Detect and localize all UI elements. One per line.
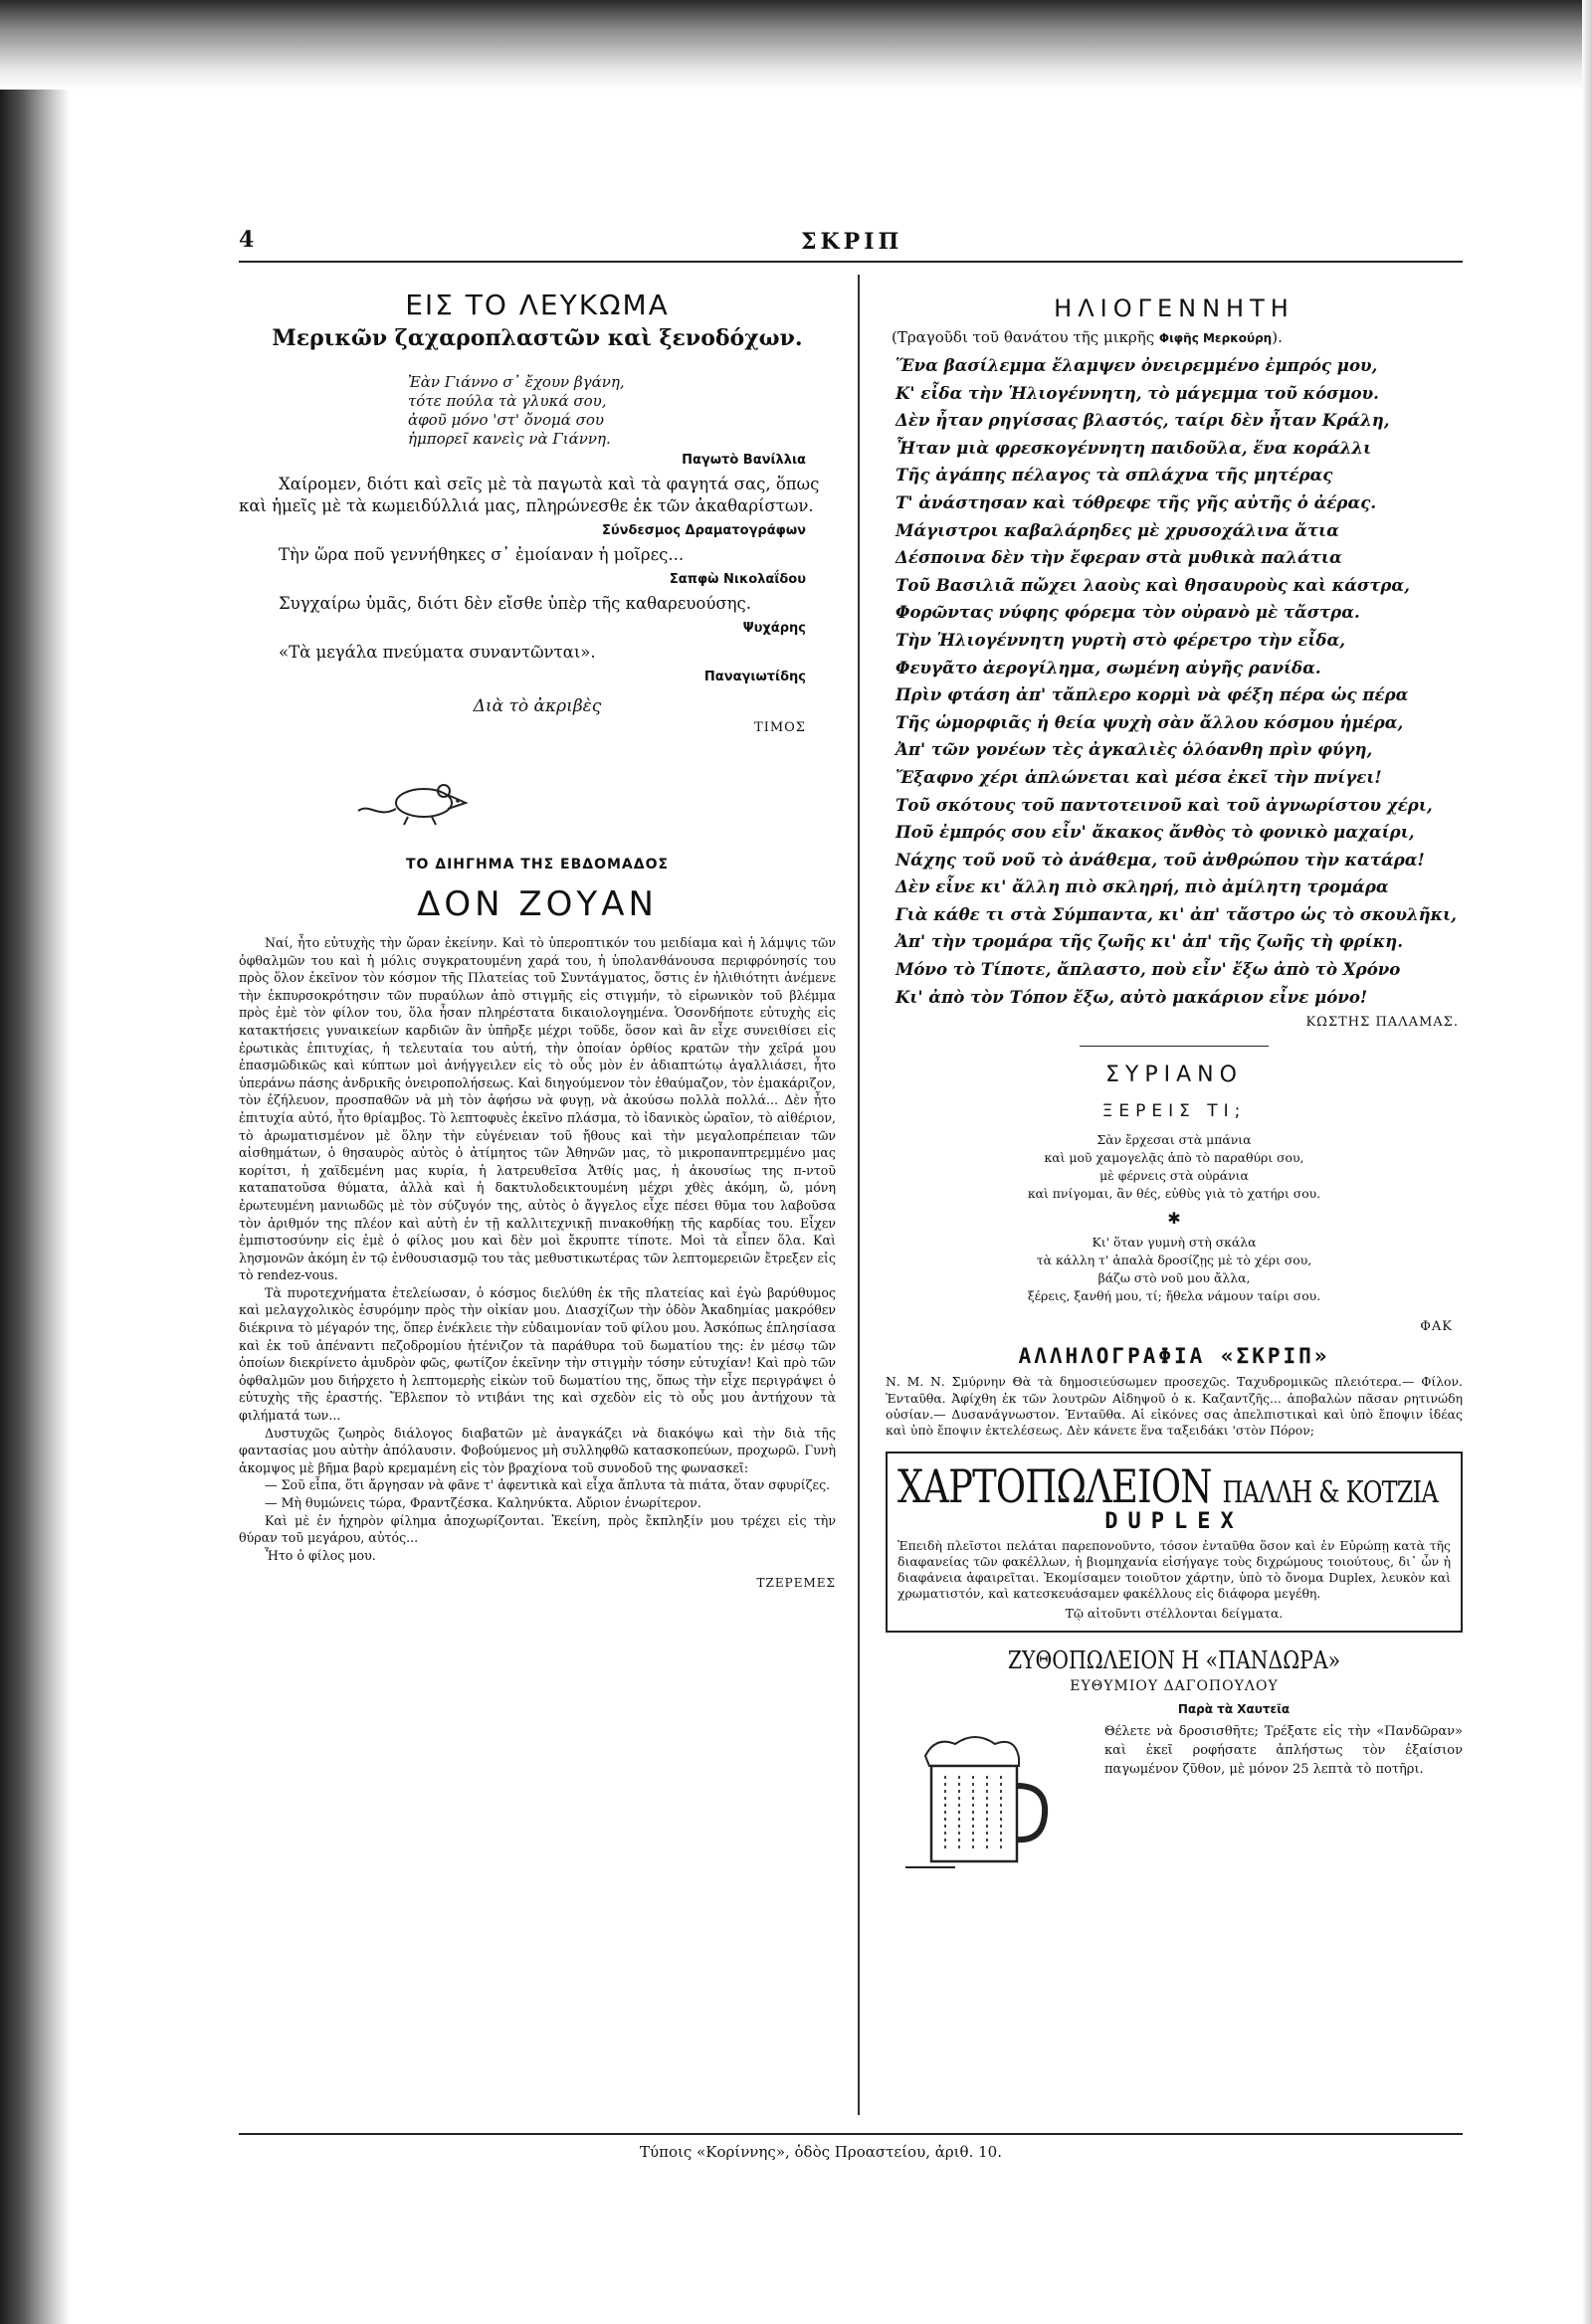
- paper-shop-note: Τῷ αἰτοῦντι στέλλονται δείγματα.: [1065, 1605, 1284, 1621]
- story-paragraph: Ναί, ἦτο εὐτυχὴς τὴν ὥραν ἐκείνην. Καὶ τὸ ὑπεροπτικόν του μειδίαμα καὶ ἡ λάμψις τῶν ὀφθαλμῶν του καὶ ἡ μόλις συγκρατουμένη χαρά του, ἡ ὑπολανθάνουσα περιφρόνησίς του πρὸς ὅλον ἐκεῖνον τὸν κόσμον τῆς Πλατείας τοῦ Συντάγματος, ὅστις ἐν ἠλιθιότητι ἀνέμενε τὴν ἐκπυρσοκρότησιν τῶν πυραύλων ἀπὸ στιγμῆς εἰς στιγμήν, τὸ εἰρωνικὸν τοῦ βλέμμα πρὸς ἐμὲ τὸν φίλον του, ὅλα ἦσαν πληρέστατα δικαιολογημένα. Ὁσονδήποτε εὐτυχὴς εἰς κατακτήσεις γυναικείων καρδιῶν ἂν ὑπῆρξε μέχρι τοῦδε, ὅσον καὶ ἂν εἶχε συνειθίσει εἰς ἐρωτικὰς ἐπιτυχίας, ἡ τελευταία του αὐτή, τὴν ὁποίαν ὀρθίος κρατῶν τὴν χεῖρά μου ἐπασμῶδικῶς καὶ κύπτων μοὶ ἀνήγγειλεν εἰς τὸ οὖς μὸν ἐν ἀδιαπτώτῳ ἀγαλλιάσει, ἦτο ὑπεράνω πάσης ἀνδρικῆς ὀνειροπολήσεως. Καὶ διηγούμενον τὸν ἐθαύμαζον, τὸν ἐμακάριζον, τὸν ἐζήλευον, προσπαθῶν νὰ μὴ τὸν ἀφήσω νὰ φυγῃ, νὰ ἀκούσω πολλὰ πολλά... Δὲν ἦτο ἐπιτυχία αὐτό, ἦτο θρίαμβος. Τὸ λεπτοφυὲς ἐκεῖνο πλάσμα, τὸ ἰδανικὸς ὡραῖον, τὸ αἰθέριον, τὸ ἀρωματισμένον μὲ ὅλην τὴν εὐγένειαν τοῦ ἤθους καὶ τὴν μεγαλοπρέπειαν τῶν αἰσθημάτων, ὁ θησαυρὸς αὐτὸς ὁ ἀτίμητος τῶν Ἀθηνῶν μας, τὸ μικροπανπτρεμμένο μας κορίτσι, ἡ χαϊδεμένη μας κυρία, ἡ λατρευθεῖσα Ἀτθίς μας, ἡ ἀκουσίως της π-ντοῦ καταπατοῦσα θύματα, ἀλλὰ καὶ ἡ δακτυλοδεικτουμένη μέχρι χθὲς ἀκόμη, ὤ, μόνη ἐρωτευμένη μανιωδῶς μὲ τὸν σύζυγόν της, αὐτὸς ὁ ἄγγελος εἶχε πέσει θῦμα του λαβοῦσα τὸν ἀριθμόν της πλέον καὶ αὐτὴ ἐν τῇ καλλιτεχνικῇ πινακοθήκῃ τῆς καρδίας του. Εἶχεν ἐμπιστοσύνην εἰς ἐμὲ ὁ φίλος μου καὶ δὲν μοὶ ἔκρυπτε τίποτε. Μοὶ τὰ εἶπεν ὅλα. Καὶ λησμονῶν ἀκόμη ἐν τῷ ἐνθουσιασμῷ του τὰς μεθυστικωτέρας τῶν λεπτομερειῶν ἔτρεξεν εἰς τὸ rendez-vous.: [239, 935, 836, 1283]
- poem-subtitle: [892, 328, 1463, 346]
- signature: Σαπφὼ Νικολαΐδου: [669, 572, 806, 587]
- verse-line: καὶ μοῦ χαμογελᾷς ἀπὸ τὸ παραθύρι σου,: [1044, 1150, 1304, 1166]
- beer-hall-text: Θέλετε νὰ δροσισθῆτε; Τρέξατε εἰς τὴν «Πανδῶραν» καὶ ἐκεῖ ροφήσατε ἀπλήστως τὸν ἐξαίσιον παγωμένον ζῦθον, μὲ μόνον 25 λεπτὰ τὸ ποτῆρι.: [1104, 1723, 1463, 1777]
- beer-hall-title: ΖΥΘΟΠΩΛΕΙΟΝ Η «ΠΑΝΔΩΡΑ»: [1007, 1646, 1341, 1674]
- album-paragraph: Συγχαίρω ὑμᾶς, διότι δὲν εἴσθε ὑπὲρ τῆς καθαρευούσης.: [279, 594, 752, 613]
- poem-line: Τὴν Ἡλιογέννητη γυρτὴ στὸ φέρετρο τὴν εἶδα,: [896, 629, 1346, 650]
- album-paragraph: Διὰ τὸ ἀκριβὲς: [473, 696, 602, 716]
- section-divider: [1080, 1046, 1269, 1047]
- correspondence-title: ΑΛΛΗΛΟΓΡΑΦΙΑ «ΣΚΡΙΠ»: [1018, 1344, 1330, 1369]
- paper-shop-ad: [886, 1452, 1463, 1633]
- album-subtitle: Μερικῶν ζαχαροπλαστῶν καὶ ξενοδόχων.: [272, 325, 803, 351]
- correspondence-text: Ν. Μ. Ν. Σμύρνην Θὰ τὰ δημοσιεύσωμεν προσεχῶς. Ταχυδρομικῶς πλειότερα.— Φίλον. Ἐνταῦθα. Ἀφίχθη ἐκ τῶν λουτρῶν Αἰδηψοῦ ὁ κ. Καζαντζῆς... ἀποβαλὼν πᾶσαν ρητινώδη οὐσίαν.— Δυσανάγνωστον. Ἐνταῦθα. Αἱ εἰκόνες σας ἀπελπιστικαὶ καὶ ὑπὸ ἔποψιν ἰδέας καὶ ὑπὸ ἔποψιν ἐκτελέσεως. Δὲν κάνετε ἕνα ταξειδάκι 'στὸν Πόρον;: [886, 1374, 1463, 1439]
- syriano-stanza-1: [886, 1131, 1463, 1203]
- poem-line: Ἦταν μιὰ φρεσκογέννητη παιδοῦλα, ἕνα κοράλλι: [896, 437, 1372, 458]
- story-section-title: ΤΟ ΔΙΗΓΗΜΑ ΤΗΣ ΕΒΔΟΜΑΔΟΣ: [405, 857, 670, 872]
- heliogenniti-poem: [896, 352, 1463, 1011]
- poem-line: Ἀπ' τὴν τρομάρα τῆς ζωῆς κι' ἀπ' τῆς ζωῆς τὴ φρίκη.: [896, 931, 1403, 952]
- verse-line: καὶ πνίγομαι, ἂν θές, εὐθὺς γιὰ τὸ χατήρι σου.: [1027, 1186, 1321, 1202]
- album-paragraph: Χαίρομεν, διότι καὶ σεῖς μὲ τὰ παγωτὰ καὶ τὰ φαγητά σας, ὅπως καὶ ἡμεῖς μὲ τὰ κωμειδύλλιά μας, πληρώνεσθε ἐκ τῶν ἀκαθαρίστων.: [239, 475, 820, 515]
- poem-line: Φορῶντας νύφης φόρεμα τὸν οὐρανὸ μὲ τἄστρα.: [896, 602, 1360, 623]
- poem-title: ΗΛΙΟΓΕΝΝΗΤΗ: [1054, 294, 1294, 322]
- poem-line: Τ' ἀνάστησαν καὶ τόθρεφε τῆς γῆς αὐτῆς ὁ ἀέρας.: [896, 491, 1377, 512]
- poem-line: Κ' εἶδα τὴν Ἡλιογέννητη, τὸ μάγεμμα τοῦ κόσμου.: [896, 382, 1379, 403]
- album-paragraph: «Τὰ μεγάλα πνεύματα συναντῶνται».: [279, 643, 596, 662]
- signature: Παναγιωτίδης: [703, 670, 806, 684]
- beer-hall-owner: ΕΥΘΥΜΙΟΥ ΔΑΓΟΠΟΥΛΟΥ: [1070, 1677, 1279, 1694]
- separator-icon: ✱: [1167, 1209, 1181, 1229]
- verse-line: Σὰν ἔρχεσαι στὰ μπάνια: [1096, 1132, 1252, 1148]
- poem-author: ΚΩΣΤΗΣ ΠΑΛΑΜΑΣ.: [1305, 1015, 1459, 1031]
- story-paragraph: Καὶ μὲ ἐν ἠχηρὸν φίλημα ἀποχωρίζονται. Ἐκείνη, πρὸς ἔκπληξίν μου τρέχει εἰς τὴν θύραν τοῦ μεγάρου, αὐτός...: [239, 1512, 836, 1546]
- poem-line: Ἀπ' τῶν γονέων τὲς ἀγκαλιὲς ὁλόανθη πρὶν φύγη,: [896, 739, 1373, 760]
- poem-line: Πρὶν φτάση ἀπ' τἄπλερο κορμὶ νὰ φέξη πέρα ὡς πέρα: [896, 684, 1409, 705]
- poem-line: Δέσποινα δὲν τὴν ἔφεραν στὰ μυθικὰ παλάτια: [896, 547, 1342, 568]
- beer-hall-ad: [886, 1646, 1463, 1865]
- scan-edge-right: [1582, 0, 1592, 2324]
- poem-subtitle-post: ).: [1272, 328, 1283, 346]
- paper-shop-name: ΧΑΡΤΟΠΩΛΕΙΟΝ: [897, 1458, 1212, 1513]
- syriano-title: ΣΥΡΙΑΝΟ: [1105, 1063, 1243, 1088]
- verse-line: Κι' ὅταν γυμνὴ στὴ σκάλα: [1092, 1235, 1257, 1251]
- footer: [239, 2133, 1463, 2161]
- scan-edge-top: [0, 0, 1592, 90]
- poem-line: τότε πούλα τὰ γλυκά σου,: [408, 392, 607, 410]
- left-column: [239, 279, 836, 1590]
- signature: Παγωτὸ Βανίλλια: [682, 453, 806, 468]
- poem-line: Τοῦ σκότους τοῦ παντοτεινοῦ καὶ τοῦ ἀγνωρίστου χέρι,: [896, 794, 1433, 815]
- poem-line: Ἔξαφνο χέρι ἁπλώνεται καὶ μέσα ἐκεῖ τὴν πνίγει!: [896, 766, 1382, 787]
- poem-line: Νάχης τοῦ νοῦ τὸ ἀνάθεμα, τοῦ ἀνθρώπου τὴν κατάρα!: [896, 849, 1425, 870]
- poem-line: ἠμπορεῖ κανεὶς νὰ Γιάννη.: [408, 430, 611, 448]
- syriano-author: ΦΑΚ: [1420, 1319, 1453, 1335]
- printer-imprint: Τύποις «Κορίννης», ὁδὸς Προαστείου, ἀριθ. 10.: [640, 2143, 1002, 2161]
- paper-shop-title: [897, 1458, 1438, 1513]
- poem-line: Γιὰ κάθε τι στὰ Σύμπαντα, κι' ἀπ' τἄστρο ὡς τὸ σκουλῆκι,: [896, 903, 1457, 924]
- album-poem: [408, 373, 836, 449]
- poem-line: Φευγᾶτο ἀερογίλημα, σωμένη αὐγῆς ρανίδα.: [896, 657, 1321, 678]
- poem-line: Τοῦ Βασιλιᾶ πὤχει λαοὺς καὶ θησαυροὺς καὶ κάστρα,: [896, 574, 1410, 595]
- right-column: [886, 279, 1463, 1865]
- story-paragraph: Δυστυχῶς ζωηρὸς διάλογος διαβατῶν μὲ ἀναγκάζει νὰ διακόψω καὶ τὴν διὰ τῆς φαντασίας μου αὐτὴν ἀπόλαυσιν. Φοβούμενος μὴ συλληφθῶ κατασκοπεύων, προχωρῶ. Γυνὴ ἀκομψος μὲ βῆμα βαρὺ κρεμαμένη εἰς τὸν βραχίονα τοῦ συνοδοῦ της φωνασκεῖ:: [239, 1425, 836, 1475]
- syriano-subtitle: ΞΕΡΕΙΣ ΤΙ;: [1101, 1101, 1247, 1122]
- poem-subtitle-name: Φιφῆς Μερκούρη: [1158, 331, 1273, 345]
- poem-line: Δὲν εἶνε κι' ἄλλη πιὸ σκληρή, πιὸ ἀμίλητη τρομάρα: [896, 876, 1389, 897]
- verse-line: ξέρεις, ξανθή μου, τί; ἤθελα νάμουν ταίρι σου.: [1027, 1288, 1321, 1304]
- signature: Ψυχάρης: [742, 621, 806, 636]
- album-author: ΤΙΜΟΣ: [754, 720, 806, 735]
- poem-subtitle-pre: (Τραγοῦδι τοῦ θανάτου τῆς μικρῆς: [892, 328, 1155, 346]
- poem-line: Μόνο τὸ Τίποτε, ἄπλαστο, ποὺ εἶν' ἔξω ἀπὸ τὸ Χρόνο: [896, 959, 1401, 980]
- poem-line: Τῆς ὡμορφιᾶς ἡ θεία ψυχὴ σὰν ἄλλου κόσμου ἡμέρα,: [896, 711, 1404, 732]
- syriano-stanza-2: [886, 1234, 1463, 1305]
- poem-line: Δὲν ἦταν ρηγίσσας βλαστός, ταίρι δὲν ἦταν Κράλη,: [896, 410, 1390, 431]
- story-author: ΤΖΕΡΕΜΕΣ: [756, 1576, 836, 1591]
- poem-line: Κι' ἀπὸ τὸν Τόπον ἔξω, αὐτὸ μακάριον εἶνε μόνο!: [896, 986, 1368, 1007]
- poem-line: Ἐὰν Γιάννο σ᾽ ἔχουν βγάνη,: [408, 373, 625, 391]
- signature: Σύνδεσμος Δραματογράφων: [602, 523, 806, 538]
- verse-line: βάζω στὸ νοῦ μου ἄλλα,: [1097, 1270, 1251, 1286]
- beer-hall-location: Παρὰ τὰ Χαυτεῖα: [1177, 1701, 1291, 1716]
- page-number: 4: [239, 227, 255, 253]
- poem-line: Ἕνα βασίλεμμα ἔλαμψεν ὀνειρεμμένο ἐμπρός μου,: [896, 355, 1378, 375]
- verse-line: τὰ κάλλη τ' ἁπαλὰ δροσίζῃς μὲ τὸ χέρι σου,: [1036, 1253, 1312, 1268]
- mouse-icon: [348, 763, 478, 833]
- poem-line: Τῆς ἀγάπης πέλαγος τὰ σπλάχνα τῆς μητέρας: [896, 465, 1333, 485]
- footer-rule: [239, 2133, 1463, 2135]
- paper-brand: DUPLEX: [1104, 1508, 1244, 1534]
- beer-mug-icon: [896, 1726, 1055, 1875]
- poem-line: Ποῦ ἐμπρός σου εἶν' ἄκακος ἄνθὸς τὸ φονικὸ μαχαίρι,: [896, 822, 1415, 843]
- album-title: ΕΙΣ ΤΟ ΛΕΥΚΩΜΑ: [405, 289, 670, 321]
- running-masthead: ΣΚΡΙΠ: [801, 229, 903, 255]
- paper-shop-owners: ΠΑΛΛΗ & ΚΟΤΖΙΑ: [1222, 1474, 1438, 1510]
- scan-edge-left: [0, 0, 70, 2324]
- paper-shop-text: Ἐπειδὴ πλεῖστοι πελάται παρεπονοῦντο, τόσον ἐνταῦθα ὅσον καὶ ἐν Εὐρώπῃ κατὰ τῆς διαφανείας τῶν φακέλλων, ἡ βιομηχανία εἰσήγαγε τοὺς διχρώμους τοιούτους, δι᾽ ὧν ἡ διαφάνεια ἀφαιρεῖται. Ἐκομίσαμεν τοιοῦτον χάρτην, ὑπὸ τὸ ὄνομα Duplex, λευκὸν καὶ χρωματιστόν, καὶ κατεσκευάσαμεν φακέλλους εἰς διάφορα μεγέθη.: [897, 1537, 1451, 1601]
- story-paragraph: — Μὴ θυμώνεις τώρα, Φραντζέσκα. Καληνύκτα. Αὔριον ἐνωρίτερον.: [265, 1495, 701, 1510]
- poem-line: ἀφοῦ μόνο 'στ' ὄνομά σου: [408, 411, 605, 429]
- poem-line: Μάγιστροι καβαλάρηδες μὲ χρυσοχάλινα ἄτια: [896, 519, 1339, 540]
- album-paragraph: Τὴν ὥρα ποῦ γεννήθηκες σ᾽ ἐμοίαναν ἡ μοῖρες...: [279, 545, 685, 564]
- verse-line: μὲ φέρνεις στὰ οὐράνια: [1099, 1168, 1249, 1184]
- story-paragraph: Ἦτο ὁ φίλος μου.: [265, 1547, 376, 1563]
- story-title: ΔΟΝ ΖΟΥΑΝ: [417, 884, 658, 924]
- header-rule: [239, 261, 1463, 263]
- story-paragraph: — Σοῦ εἶπα, ὅτι ἄργησαν νὰ φᾶνε τ' ἀφεντικὰ καὶ εἶχα ἄπλυτα τὰ πιάτα, ὅταν σφυρίζες.: [265, 1477, 831, 1493]
- column-rule: [858, 275, 860, 2115]
- story-paragraph: Τὰ πυροτεχνήματα ἐτελείωσαν, ὁ κόσμος διελύθη ἐκ τῆς πλατείας καὶ ἐγὼ βαρύθυμος καὶ μελαγχολικὸς ἐσυρόμην πρὸς τὴν οἰκίαν μου. Διασχίζων τὴν ὁδὸν Ἀκαδημίας μακρόθεν διέκρινα τὸ μέγαρόν της, ὅπερ ἐνέκλειε τὴν εὐδαιμονίαν τοῦ φίλου μου. Ἀσκόπως ἐπλησίασα καὶ ἐκ τοῦ ἀπέναντι πεζοδρομίου ἠτένιζον τὰ παράθυρα τοῦ δωματίου της: ἐν μέσῳ τῶν ὁποίων διεκρίνετο ἀμυδρὸν φῶς, φωτίζον ἐκεῖνην τὴν στιγμὴν τόσην εὐτυχίαν! Καὶ πρὸ τῶν ὀφθαλμῶν μου διήρχετο ἡ λεπτομερὴς εἰκὼν τοῦ δωματίου της, ὅπως τὴν εἶχε περιγράψει ὁ εὐτυχὴς τῆς ἐραστής. Ἔβλεπον τὸ ντιβάνι της καὶ σχεδὸν εἰς τὸ οὖς μου ἀντήχουν τὰ φιλήματά των...: [239, 1284, 836, 1424]
